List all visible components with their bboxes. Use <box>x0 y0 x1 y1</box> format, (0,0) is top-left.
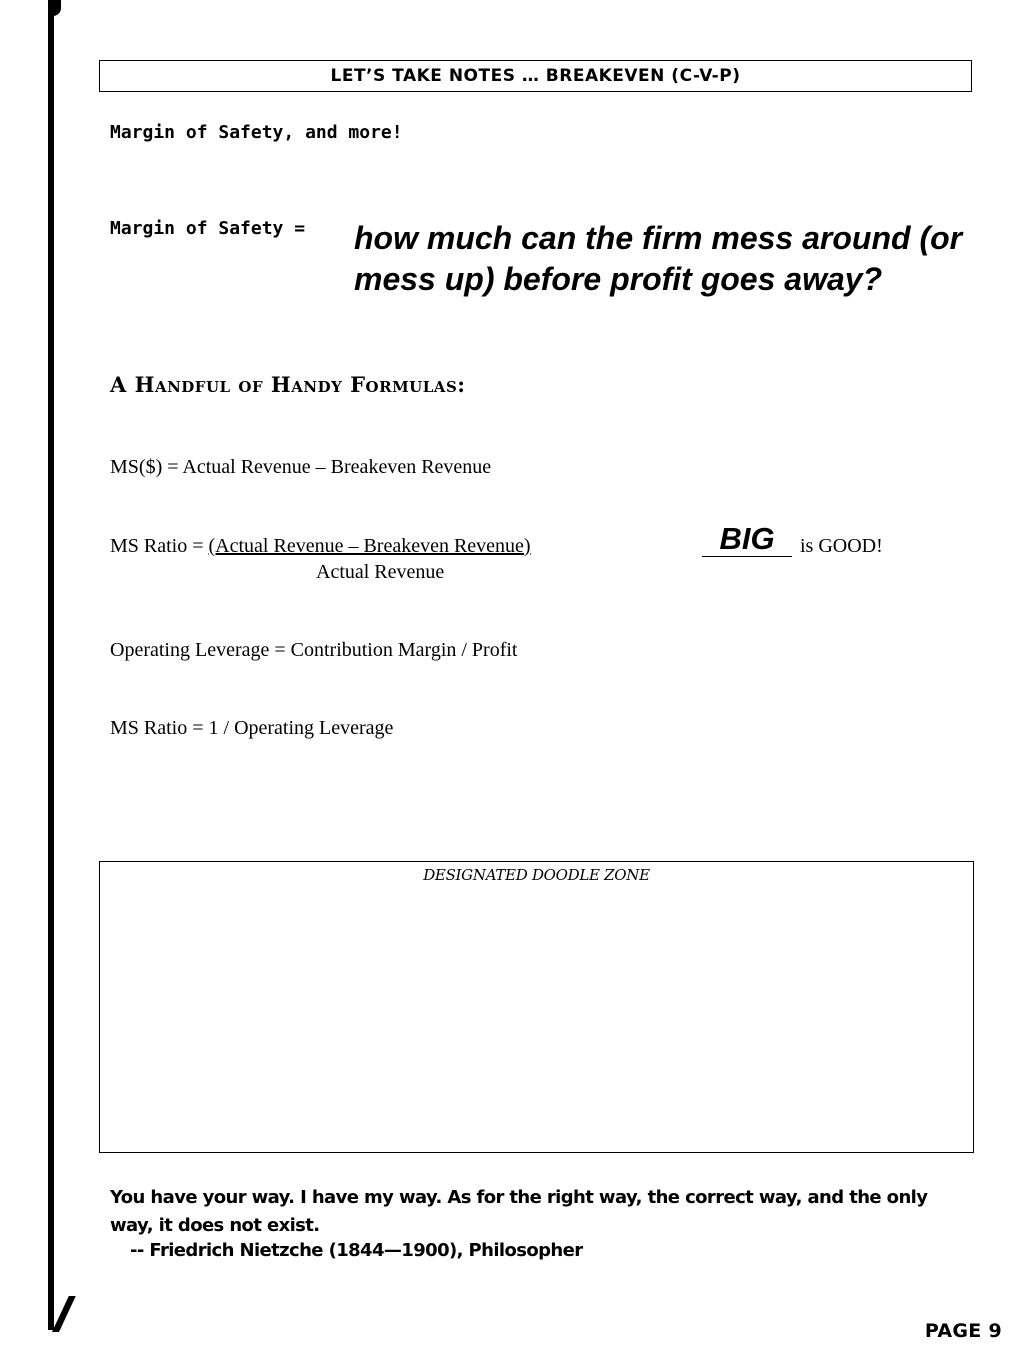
ms-ratio-numerator: (Actual Revenue – Breakeven Revenue) <box>208 535 531 557</box>
page-title: LET’S TAKE NOTES … BREAKEVEN (C-V-P) <box>99 60 972 92</box>
margin-of-safety-answer: how much can the firm mess around (or mess up) before profit goes away? <box>354 220 963 297</box>
margin-of-safety-label: Margin of Safety = <box>110 218 306 239</box>
formula-ms-ratio <box>110 535 531 558</box>
formula-ms-dollars: MS($) = Actual Revenue – Breakeven Revenue <box>110 456 492 478</box>
quote-attribution: -- Friedrich Nietzche (1844—1900), Philosopher <box>130 1240 583 1261</box>
ms-ratio-prefix: MS Ratio = <box>110 535 209 557</box>
binding-line <box>48 0 54 1330</box>
doodle-zone <box>99 861 974 1153</box>
big-answer-blank: BIG <box>702 522 792 557</box>
ms-ratio-denominator: Actual Revenue <box>316 561 445 583</box>
formula-operating-leverage: Operating Leverage = Contribution Margin / Profit <box>110 639 518 661</box>
subtitle: Margin of Safety, and more! <box>110 122 403 143</box>
formulas-heading: A Handful of Handy Formulas: <box>110 372 466 397</box>
formula-ms-ratio-alt: MS Ratio = 1 / Operating Leverage <box>110 717 394 739</box>
doodle-zone-label: DESIGNATED DOODLE ZONE <box>423 866 650 884</box>
is-good-text: is GOOD! <box>800 535 883 557</box>
binding-hook-top <box>53 0 61 16</box>
binding-hook-bottom <box>52 1296 76 1332</box>
quote-text: You have your way. I have my way. As for the right way, the correct way, and the only way, it does not exist. <box>110 1187 928 1236</box>
page-number: PAGE 9 <box>924 1320 1002 1342</box>
